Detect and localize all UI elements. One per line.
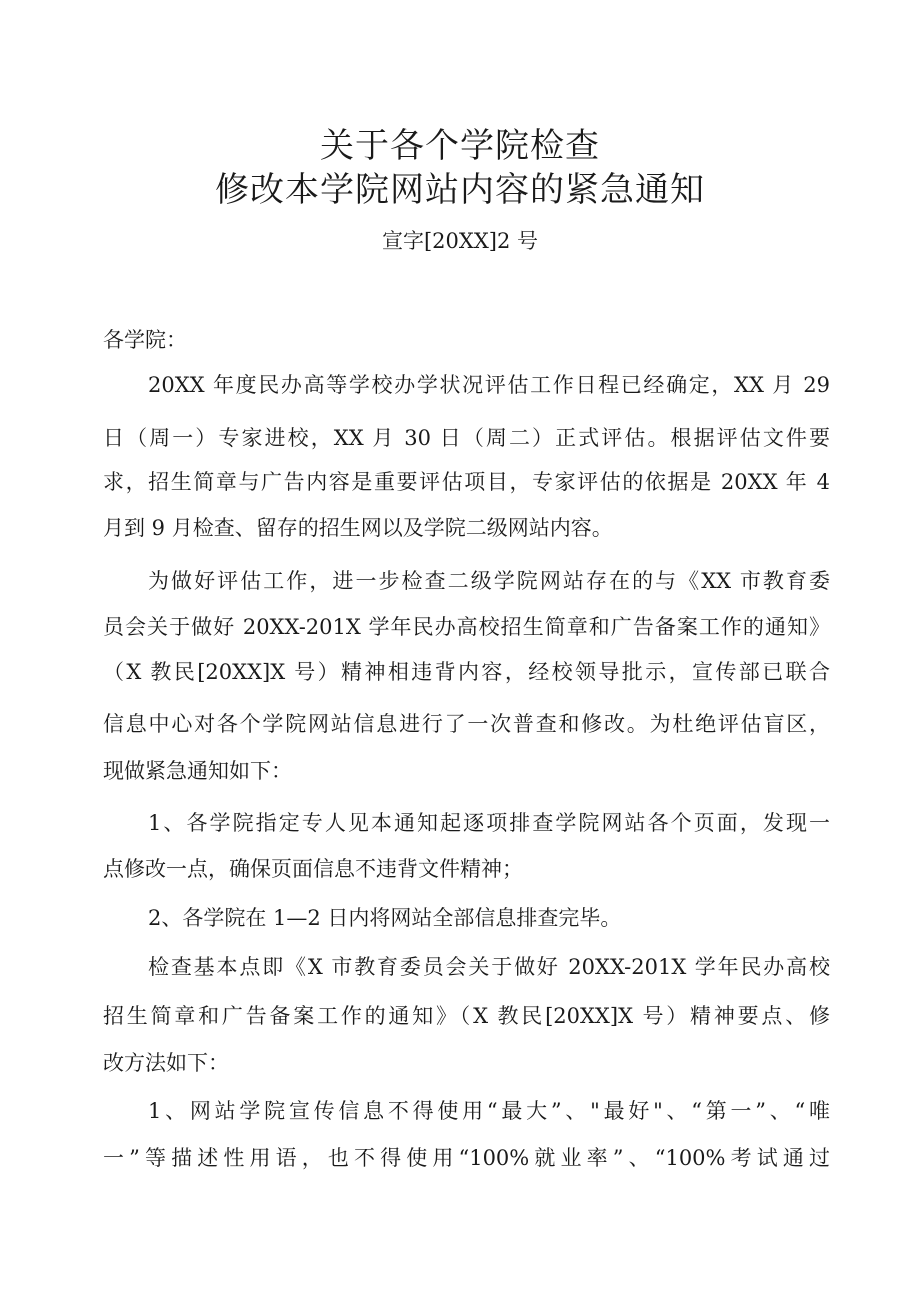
paragraph-2-line-3: （X 教民[20XX]X 号）精神相违背内容，经校领导批示，宣传部已联合	[103, 660, 830, 684]
point-1-line-2: 一”等描述性用语，也不得使用“100%就业率”、“100%考试通过	[103, 1146, 830, 1170]
paragraph-3-line-3: 改方法如下：	[103, 1051, 229, 1075]
paragraph-1-line-4: 月到 9 月检查、留存的招生网以及学院二级网站内容。	[103, 516, 613, 540]
item-1-line-1: 1、各学院指定专人见本通知起逐项排查学院网站各个页面，发现一	[148, 811, 830, 835]
paragraph-1-line-3: 求，招生简章与广告内容是重要评估项目，专家评估的依据是 20XX 年 4	[103, 470, 830, 494]
document-title-line-1: 关于各个学院检查	[320, 126, 600, 166]
paragraph-1-line-1: 20XX 年度民办高等学校办学状况评估工作日程已经确定，XX 月 29	[148, 373, 830, 397]
paragraph-1-line-2: 日（周一）专家进校，XX 月 30 日（周二）正式评估。根据评估文件要	[103, 426, 830, 450]
item-2: 2、各学院在 1—2 日内将网站全部信息排查完毕。	[148, 906, 622, 930]
paragraph-3-line-2: 招生简章和广告备案工作的通知》（X 教民[20XX]X 号）精神要点、修	[103, 1004, 830, 1028]
paragraph-2-line-5: 现做紧急通知如下：	[103, 759, 292, 783]
item-1-line-2: 点修改一点，确保页面信息不违背文件精神；	[103, 857, 523, 881]
document-number: 宣字[20XX]2 号	[381, 229, 539, 253]
paragraph-2-line-2: 员会关于做好 20XX-201X 学年民办高校招生简章和广告备案工作的通知》	[103, 615, 830, 639]
paragraph-2-line-1: 为做好评估工作，进一步检查二级学院网站存在的与《XX 市教育委	[148, 569, 830, 593]
paragraph-2-line-4: 信息中心对各个学院网站信息进行了一次普查和修改。为杜绝评估盲区，	[103, 712, 830, 736]
paragraph-3-line-1: 检查基本点即《X 市教育委员会关于做好 20XX-201X 学年民办高校	[148, 955, 830, 979]
document-title-line-2: 修改本学院网站内容的紧急通知	[215, 170, 705, 210]
salutation: 各学院：	[103, 328, 187, 352]
point-1-line-1: 1、网站学院宣传信息不得使用“最大”、"最好"、“第一”、“唯	[148, 1099, 830, 1123]
